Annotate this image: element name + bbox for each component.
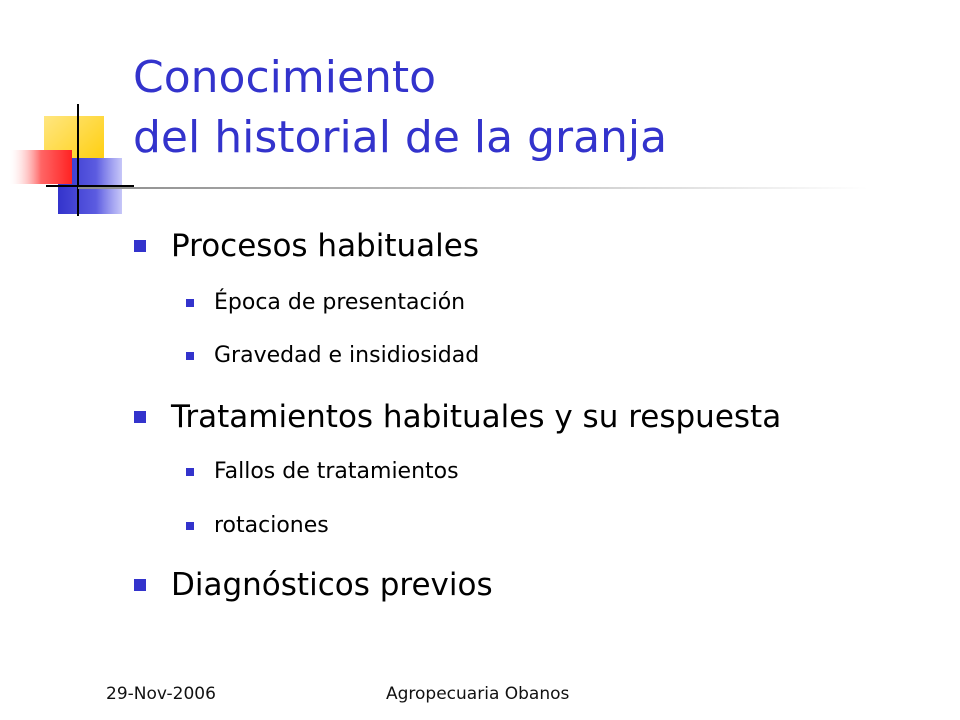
sub-bullet-text: Época de presentación bbox=[214, 290, 466, 315]
slide-title-line-2: del historial de la granja bbox=[133, 112, 668, 163]
square-bullet-icon bbox=[186, 522, 194, 530]
sub-bullet-text: rotaciones bbox=[214, 513, 329, 538]
sub-bullet-text: Fallos de tratamientos bbox=[214, 459, 459, 484]
bullet-text: Diagnósticos previos bbox=[171, 567, 493, 603]
square-bullet-icon bbox=[134, 579, 146, 591]
slide-title-line-1: Conocimiento bbox=[133, 52, 437, 103]
footer-organization: Agropecuaria Obanos bbox=[386, 684, 570, 704]
bullet-text: Procesos habituales bbox=[171, 228, 479, 264]
square-bullet-icon bbox=[186, 299, 194, 307]
square-bullet-icon bbox=[134, 411, 146, 423]
square-bullet-icon bbox=[134, 240, 146, 252]
square-bullet-icon bbox=[186, 468, 194, 476]
square-bullet-icon bbox=[186, 352, 194, 360]
sub-bullet-text: Gravedad e insidiosidad bbox=[214, 343, 480, 368]
bullet-text: Tratamientos habituales y su respuesta bbox=[171, 399, 782, 435]
footer-date: 29-Nov-2006 bbox=[106, 684, 216, 704]
